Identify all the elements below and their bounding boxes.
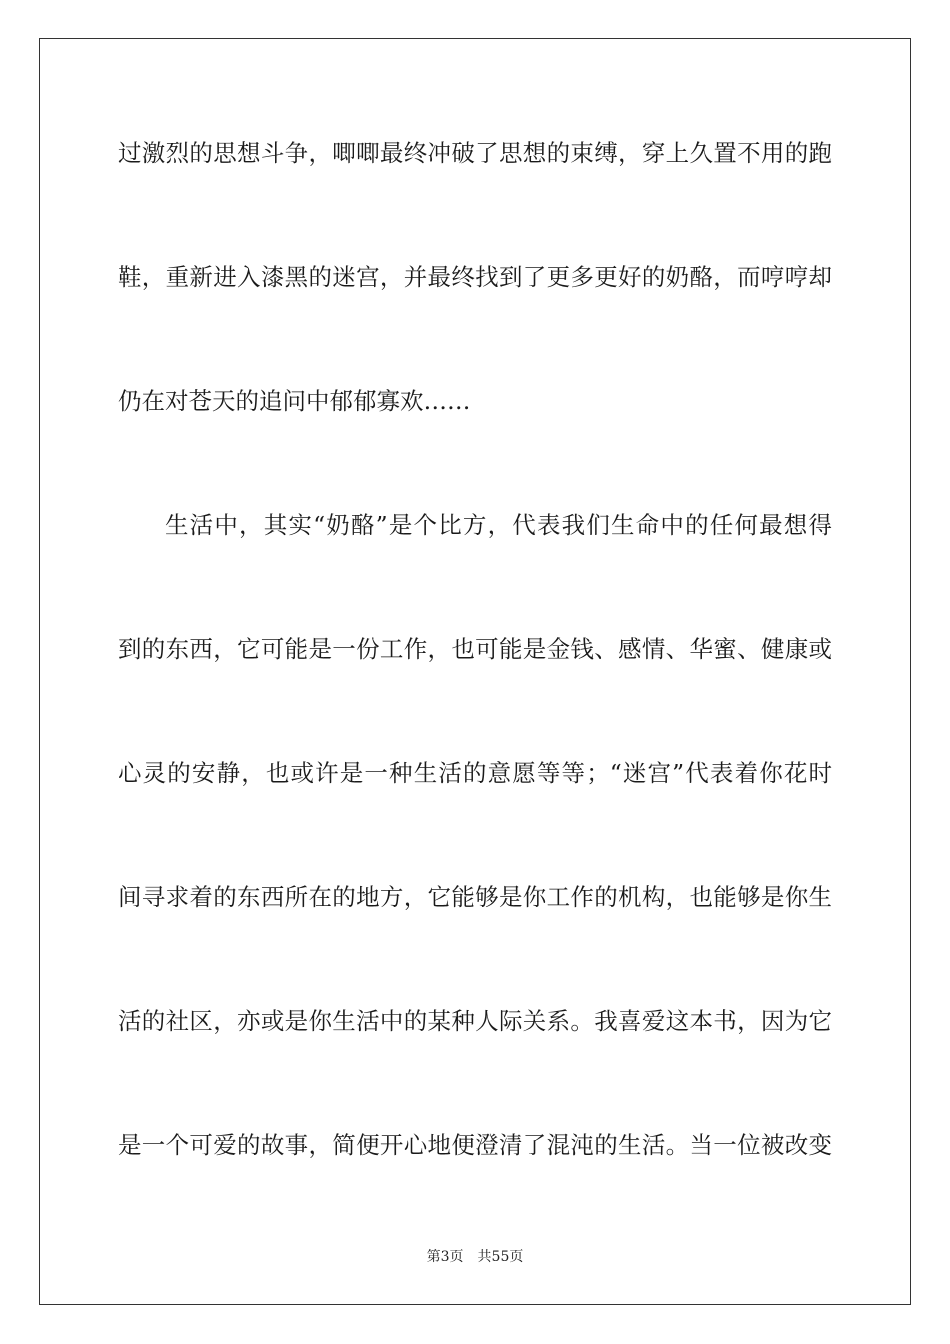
page-total: 共55页: [477, 1249, 524, 1265]
body-text-line-3: 仍在对苍天的追问中郁郁寡欢……: [118, 387, 471, 415]
page-number: 第3页: [426, 1249, 464, 1265]
body-text-line-5: 到的东西，它可能是一份工作，也可能是金钱、感情、华蜜、健康或: [118, 635, 832, 663]
body-text-line-2: 鞋，重新进入漆黑的迷宫，并最终找到了更多更好的奶酪，而哼哼却: [118, 263, 832, 291]
page-border: [39, 38, 911, 1305]
body-text-line-8: 活的社区，亦或是你生活中的某种人际关系。我喜爱这本书，因为它: [118, 1007, 832, 1035]
body-text-line-7: 间寻求着的东西所在的地方，它能够是你工作的机构，也能够是你生: [118, 883, 832, 911]
body-text-line-9: 是一个可爱的故事，简便开心地便澄清了混沌的生活。当一位被改变: [118, 1131, 832, 1159]
body-text-line-1: 过激烈的思想斗争，唧唧最终冲破了思想的束缚，穿上久置不用的跑: [118, 139, 832, 167]
body-text-line-4: 生活中，其实“奶酪”是个比方，代表我们生命中的任何最想得: [165, 511, 832, 539]
page-footer: [0, 1248, 950, 1266]
body-text-line-6: 心灵的安静，也或许是一种生活的意愿等等；“迷宫”代表着你花时: [118, 759, 832, 787]
